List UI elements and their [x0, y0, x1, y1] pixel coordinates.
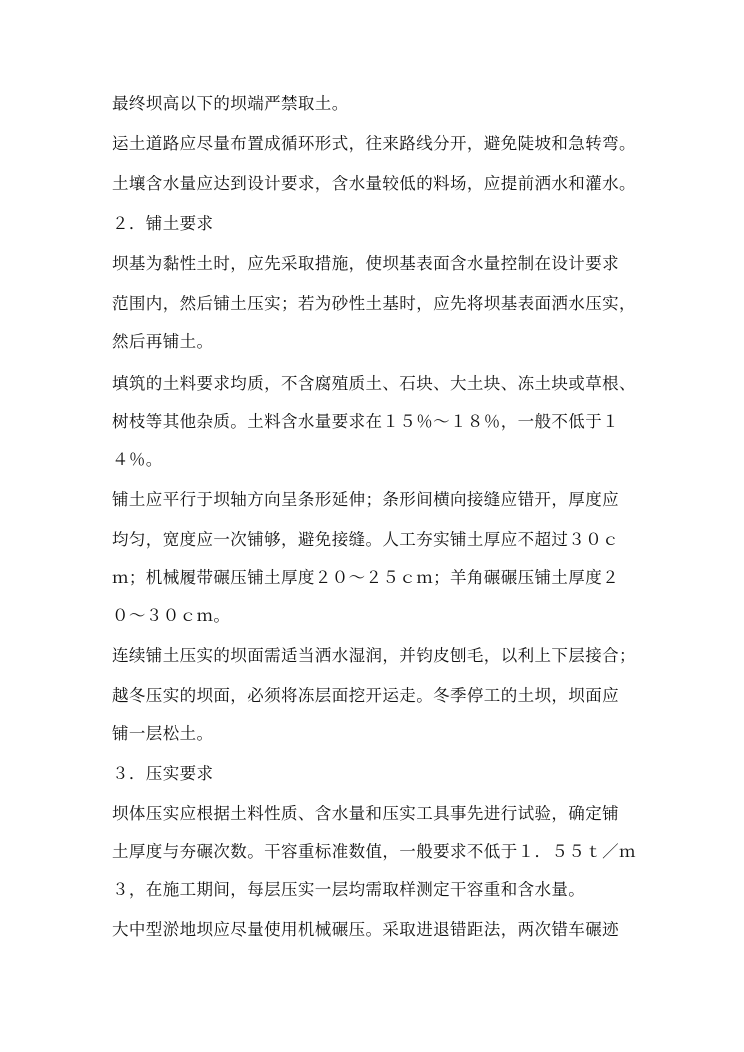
text-line: ３，在施工期间，每层压实一层均需取样测定干容重和含水量。 — [112, 880, 586, 899]
text-line: 铺一层松土。 — [112, 724, 214, 743]
text-line: ４％。 — [112, 450, 163, 469]
text-line: 最终坝高以下的坝端严禁取土。 — [112, 94, 349, 113]
text-line: 大中型淤地坝应尽量使用机械碾压。采取进退错距法，两次错车碾迹 — [112, 920, 619, 939]
text-line: 范围内，然后铺土压实；若为砂性土基时，应先将坝基表面洒水压实， — [112, 294, 636, 313]
text-line: 土厚度与夯碾次数。干容重标准数值，一般要求不低于１．５５ｔ／ｍ — [112, 842, 636, 861]
section-heading: ２．铺土要求 — [112, 214, 214, 233]
text-line: 填筑的土料要求均质，不含腐殖质土、石块、大土块、冻土块或草根、 — [112, 374, 636, 393]
text-line: 坝基为黏性土时，应先采取措施，使坝基表面含水量控制在设计要求 — [112, 254, 619, 273]
section-heading: ３．压实要求 — [112, 764, 214, 783]
text-line: 均匀，宽度应一次铺够，避免接缝。人工夯实铺土厚应不超过３０ｃ — [112, 530, 619, 549]
text-line: 树枝等其他杂质。土料含水量要求在１５％～１８％，一般不低于１ — [112, 412, 619, 431]
text-line: 运土道路应尽量布置成循环形式，往来路线分开，避免陡坡和急转弯。 — [112, 134, 636, 153]
text-line: 坝体压实应根据土料性质、含水量和压实工具事先进行试验，确定铺 — [112, 804, 619, 823]
text-line: ｍ；机械履带碾压铺土厚度２０～２５ｃｍ；羊角碾碾压铺土厚度２ — [112, 568, 619, 587]
text-line: 然后再铺土。 — [112, 332, 214, 351]
text-line: ０～３０ｃｍ。 — [112, 606, 231, 625]
text-line: 越冬压实的坝面，必须将冻层面挖开运走。冬季停工的土坝，坝面应 — [112, 686, 619, 705]
text-line: 连续铺土压实的坝面需适当洒水湿润，并钧皮刨毛，以利上下层接合； — [112, 646, 636, 665]
text-line: 铺土应平行于坝轴方向呈条形延伸；条形间横向接缝应错开，厚度应 — [112, 490, 619, 509]
text-line: 土壤含水量应达到设计要求，含水量较低的料场，应提前洒水和灌水。 — [112, 174, 636, 193]
